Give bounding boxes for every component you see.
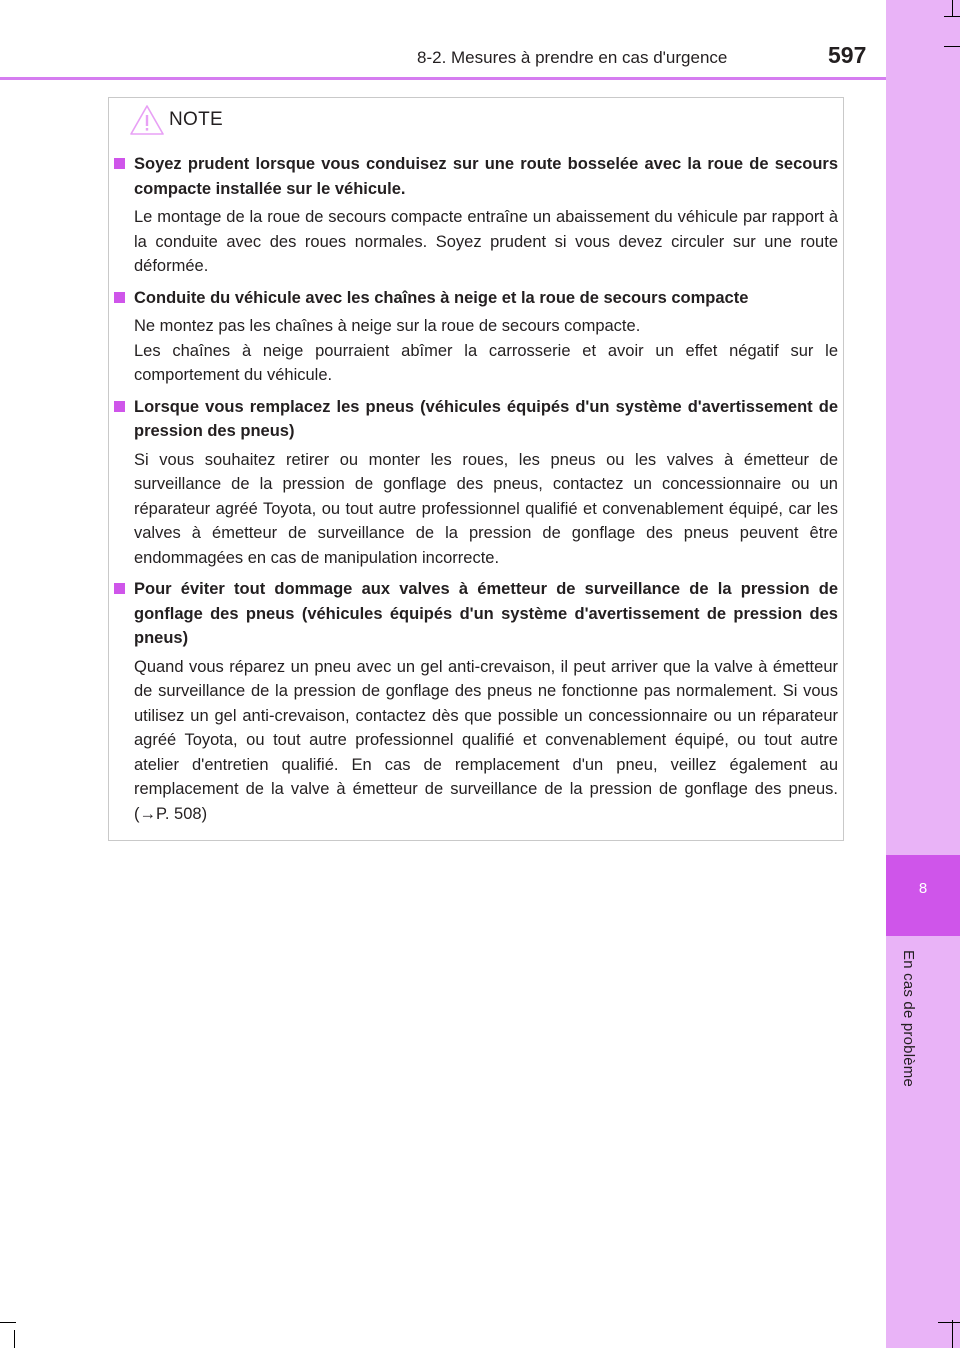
crop-mark — [952, 0, 953, 16]
crop-mark — [14, 1330, 15, 1348]
note-item — [114, 152, 838, 279]
note-item-paragraph: Les chaînes à neige pourraient abîmer la carrosserie et avoir un effet négatif sur le comportement du véhicule. — [134, 341, 838, 384]
chapter-sidebar — [886, 0, 960, 1348]
note-header — [129, 103, 223, 137]
note-item-paragraph: Le montage de la roue de secours compacte entraîne un abaissement du véhicule par rapport à la conduite avec des roues normales. Soyez prudent si vous devez circuler sur une route déformée. — [134, 208, 838, 275]
page-number: 597 — [828, 42, 867, 68]
header-rule — [0, 77, 886, 80]
chapter-title: En cas de problème — [900, 950, 917, 1088]
note-item-title: Lorsque vous remplacez les pneus (véhicules équipés d'un système d'avertissement de pression des pneus) — [134, 397, 838, 440]
warning-triangle-icon — [129, 104, 165, 136]
note-item-title: Soyez prudent lorsque vous conduisez sur une route bosselée avec la roue de secours compacte installée sur le véhicule. — [134, 155, 838, 198]
note-item — [114, 577, 838, 826]
bullet-square-icon — [114, 401, 125, 412]
note-item-paragraph: Ne montez pas les chaînes à neige sur la roue de secours compacte. — [134, 317, 641, 335]
note-item-title: Pour éviter tout dommage aux valves à émetteur de surveillance de la pression de gonflage des pneus (véhicules équipés d'un système d'avertissement de pression des pneus) — [134, 580, 838, 647]
crop-mark — [952, 1320, 953, 1348]
note-item-title: Conduite du véhicule avec les chaînes à neige et la roue de secours compacte — [134, 288, 749, 307]
note-label: NOTE — [169, 109, 223, 130]
note-item — [114, 395, 838, 571]
note-item-paragraph: Si vous souhaitez retirer ou monter les roues, les pneus ou les valves à émetteur de surveillance de la pression de gonflage des pneus, contactez un concessionnaire ou un réparateur agréé Toyota, ou tout autre professionnel qualifié et convenablement équipé, car les valves à émetteur de surveillance de la pression de gonflage des pneus peuvent être endommagées en cas de manipulation incorrecte. — [134, 450, 838, 567]
crop-mark — [944, 46, 960, 47]
chapter-number: 8 — [918, 880, 928, 897]
crop-mark — [944, 16, 960, 17]
note-item-paragraph: Quand vous réparez un pneu avec un gel anti-crevaison, il peut arriver que la valve à émetteur de surveillance de la pression de gonflage des pneus ne fonctionne pas normalement. Si vous utilisez un gel anti-crevaison, contactez dès que possible un concessionnaire ou un réparateur agréé Toyota, ou tout autre professionnel qualifié et convenablement équipé, ou tout autre atelier d'entretien qualifié. En cas de remplacement d'un pneu, veillez également au remplacement de la valve à émetteur de surveillance de la pression de gonflage des pneus. (→P. 508) — [134, 657, 838, 823]
bullet-square-icon — [114, 292, 125, 303]
crop-mark — [0, 1322, 16, 1323]
note-item — [114, 286, 838, 388]
section-title: 8-2. Mesures à prendre en cas d'urgence — [417, 48, 728, 67]
crop-mark — [938, 1322, 960, 1323]
bullet-square-icon — [114, 158, 125, 169]
bullet-square-icon — [114, 583, 125, 594]
note-body — [114, 152, 838, 833]
